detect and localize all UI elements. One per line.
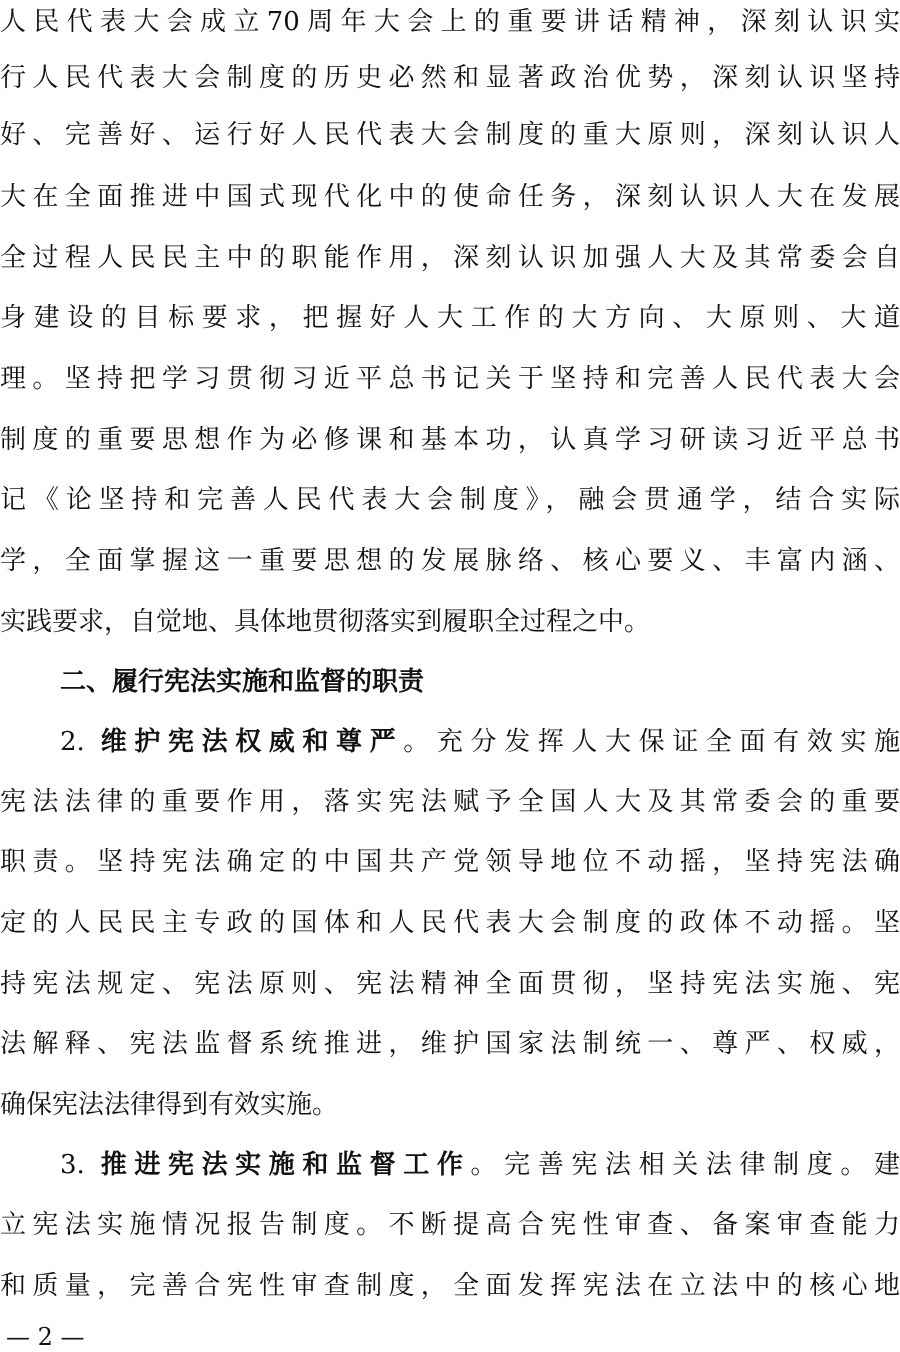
paragraph-line: 理。坚持把学习贯彻习近平总书记关于坚持和完善人民代表大会 xyxy=(0,364,900,394)
paragraph-line-last: 实践要求，自觉地、具体地贯彻落实到履职全过程之中。 xyxy=(0,607,651,637)
paragraph-line: 持宪法规定、宪法原则、宪法精神全面贯彻，坚持宪法实施、宪 xyxy=(0,969,900,999)
page-number: — 2 — xyxy=(6,1323,85,1351)
paragraph-line: 大在全面推进中国式现代化中的使命任务，深刻认识人大在发展 xyxy=(0,182,900,212)
paragraph-line: 全过程人民民主中的职能作用，深刻认识加强人大及其常委会自 xyxy=(0,243,900,273)
item-2-first-line-text: 。充分发挥人大保证全面有效实施 xyxy=(403,727,900,757)
paragraph-line: 和质量，完善合宪性审查制度，全面发挥宪法在立法中的核心地 xyxy=(0,1271,900,1301)
item-2-number: 2. xyxy=(60,727,85,757)
item-3-first-line-text: 。完善宪法相关法律制度。建 xyxy=(470,1150,900,1180)
item-2-title: 维护宪法权威和尊严 xyxy=(100,727,404,757)
paragraph-line: 定的人民民主专政的国体和人民代表大会制度的政体不动摇。坚 xyxy=(0,908,900,938)
paragraph-line: 行人民代表大会制度的历史必然和显著政治优势，深刻认识坚持 xyxy=(0,63,900,93)
item-2-first-line xyxy=(0,720,900,764)
section-heading: 二、履行宪法实施和监督的职责 xyxy=(60,667,425,697)
paragraph-line: 法解释、宪法监督系统推进，维护国家法制统一、尊严、权威， xyxy=(0,1029,900,1059)
paragraph-line: 人民代表大会成立70周年大会上的重要讲话精神，深刻认识实 xyxy=(0,7,900,37)
item-3-first-line xyxy=(0,1143,900,1187)
paragraph-line: 立宪法实施情况报告制度。不断提高合宪性审查、备案审查能力 xyxy=(0,1210,900,1240)
paragraph-line: 记《论坚持和完善人民代表大会制度》，融会贯通学，结合实际 xyxy=(0,485,900,515)
paragraph-line: 制度的重要思想作为必修课和基本功，认真学习研读习近平总书 xyxy=(0,425,900,455)
paragraph-line: 学，全面掌握这一重要思想的发展脉络、核心要义、丰富内涵、 xyxy=(0,546,900,576)
item-3-title: 推进宪法实施和监督工作 xyxy=(100,1150,471,1180)
paragraph-line-last: 确保宪法法律得到有效实施。 xyxy=(0,1090,339,1120)
item-3-number: 3. xyxy=(60,1150,85,1180)
paragraph-line: 职责。坚持宪法确定的中国共产党领导地位不动摇，坚持宪法确 xyxy=(0,847,900,877)
paragraph-line: 身建设的目标要求，把握好人大工作的大方向、大原则、大道 xyxy=(0,303,900,333)
paragraph-line: 宪法法律的重要作用，落实宪法赋予全国人大及其常委会的重要 xyxy=(0,787,900,817)
paragraph-line: 好、完善好、运行好人民代表大会制度的重大原则，深刻认识人 xyxy=(0,120,900,150)
